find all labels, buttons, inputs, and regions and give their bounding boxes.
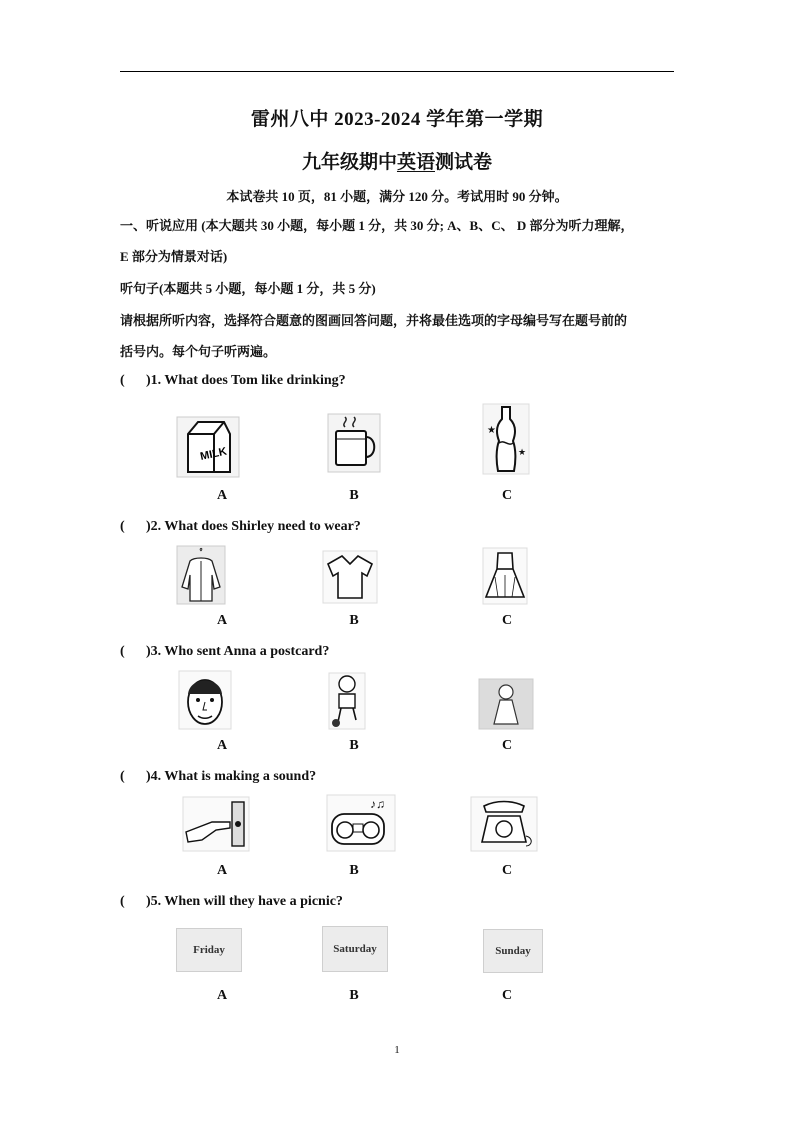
- question-text: )4. What is making a sound?: [146, 769, 317, 784]
- question-text: )3. Who sent Anna a postcard?: [146, 644, 330, 659]
- page-number: 1: [394, 1044, 400, 1056]
- option-label: B: [349, 613, 359, 628]
- cola-bottle-icon[interactable]: [482, 403, 530, 475]
- question-3: [120, 644, 329, 660]
- option-label: B: [349, 738, 359, 753]
- part-heading: 听句子(本题共 5 小题，每小题 1 分，共 5 分): [120, 281, 376, 296]
- option-label: C: [501, 863, 513, 878]
- question-4: [120, 769, 316, 785]
- question-1: [120, 373, 346, 389]
- section-heading-line1: 一、听说应用 (本大题共 30 小题，每小题 1 分，共 30 分; A、B、C、 D 部分为听力理解，: [120, 218, 634, 233]
- friday-card[interactable]: Friday: [176, 928, 242, 972]
- question-text: )5. When will they have a picnic?: [146, 894, 343, 909]
- svg-text:★: ★: [518, 447, 527, 457]
- answer-blank[interactable]: (: [120, 644, 125, 659]
- option-label: A: [216, 738, 228, 753]
- option-label: A: [216, 988, 228, 1003]
- answer-blank[interactable]: (: [120, 894, 125, 909]
- milk-carton-icon[interactable]: [176, 416, 240, 478]
- header-rule: [120, 71, 674, 72]
- answer-blank[interactable]: (: [120, 769, 125, 784]
- subtitle-part-a: 九年级期中: [301, 152, 397, 173]
- svg-text:♪♫: ♪♫: [370, 797, 385, 811]
- telephone-icon[interactable]: [470, 796, 538, 852]
- t-shirt-icon[interactable]: [322, 550, 378, 604]
- radio-icon[interactable]: [326, 794, 396, 852]
- instruction-line2: 括号内。每个句子听两遍。: [120, 344, 277, 359]
- option-label: B: [349, 863, 359, 878]
- question-5: [120, 894, 343, 910]
- coffee-mug-icon[interactable]: [327, 413, 381, 473]
- svg-text:MILK: MILK: [199, 445, 228, 463]
- dress-icon[interactable]: [482, 547, 528, 605]
- option-label: C: [501, 988, 513, 1003]
- section-heading-line2: E 部分为情景对话): [120, 249, 228, 264]
- exam-info: 本试卷共 10 页，81 小题，满分 120 分。考试用时 90 分钟。: [226, 189, 568, 204]
- exam-subtitle: [0, 147, 794, 174]
- saturday-card[interactable]: Saturday: [322, 926, 388, 972]
- boy-soccer-icon[interactable]: [328, 672, 366, 730]
- question-text: )1. What does Tom like drinking?: [146, 373, 346, 388]
- doorbell-icon[interactable]: [182, 796, 250, 852]
- option-label: B: [349, 488, 359, 503]
- option-label: B: [349, 988, 359, 1003]
- subtitle-part-c: 测试卷: [435, 152, 493, 173]
- instruction-line1: 请根据所听内容，选择符合题意的图画回答问题，并将最佳选项的字母编号写在题号前的: [120, 313, 628, 328]
- coat-icon[interactable]: [176, 545, 226, 605]
- option-label: C: [501, 613, 513, 628]
- sunday-card[interactable]: Sunday: [483, 929, 543, 973]
- answer-blank[interactable]: (: [120, 519, 125, 534]
- subtitle-subject: 英语: [396, 152, 435, 173]
- option-label: C: [501, 738, 513, 753]
- option-label: A: [216, 863, 228, 878]
- exam-title: 雷州八中 2023-2024 学年第一学期: [250, 109, 544, 130]
- girl-icon[interactable]: [478, 678, 534, 730]
- option-label: A: [216, 488, 228, 503]
- question-2: [120, 519, 361, 535]
- question-text: )2. What does Shirley need to wear?: [146, 519, 361, 534]
- option-label: C: [501, 488, 513, 503]
- man-face-icon[interactable]: [178, 670, 232, 730]
- option-label: A: [216, 613, 228, 628]
- answer-blank[interactable]: (: [120, 373, 125, 388]
- svg-text:★: ★: [487, 425, 496, 436]
